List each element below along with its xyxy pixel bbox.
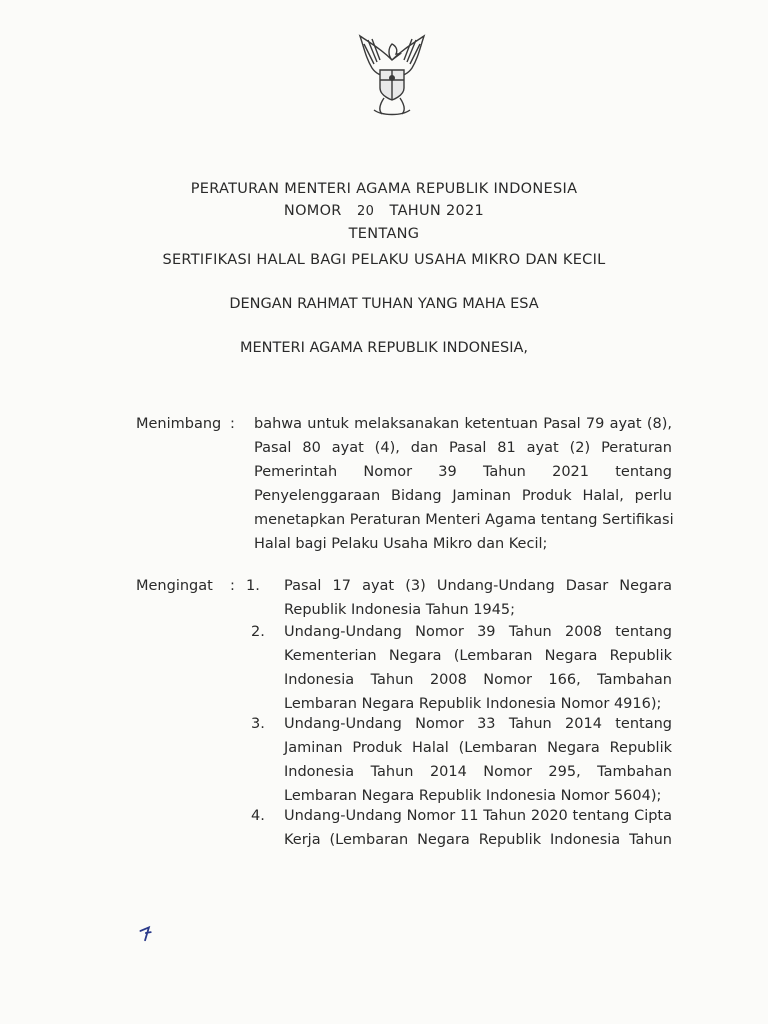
menteri-line: MENTERI AGAMA REPUBLIK INDONESIA, — [239, 340, 529, 356]
mengingat-item-3 — [284, 712, 672, 808]
item-line: Kerja (Lembaran Negara Republik Indonesia Tahun — [284, 832, 672, 848]
tentang-label: TENTANG — [348, 226, 420, 242]
item-line: Republik Indonesia Tahun 1945; — [284, 602, 516, 618]
mengingat-item-4 — [284, 804, 672, 852]
tahun-label: TAHUN 2021 — [389, 203, 485, 219]
item-line: Undang-Undang Nomor 33 Tahun 2014 tentang — [284, 716, 672, 732]
rahmat-line: DENGAN RAHMAT TUHAN YANG MAHA ESA — [229, 296, 539, 312]
item-line: Jaminan Produk Halal (Lembaran Negara Republik — [284, 740, 672, 756]
menimbang-text — [254, 412, 672, 556]
menimbang-line: Pasal 80 ayat (4), dan Pasal 81 ayat (2) Peraturan — [254, 440, 672, 456]
menimbang-line: Penyelenggaraan Bidang Jaminan Produk Halal, perlu — [254, 488, 672, 504]
menimbang-label: Menimbang — [136, 416, 222, 432]
mengingat-item-1 — [284, 574, 672, 622]
mengingat-label: Mengingat — [136, 578, 213, 594]
mengingat-item-2 — [284, 620, 672, 716]
regulation-number — [0, 200, 768, 223]
item-number: 1. — [246, 578, 260, 594]
item-line: Undang-Undang Nomor 11 Tahun 2020 tentang Cipta — [284, 808, 672, 824]
item-line: Lembaran Negara Republik Indonesia Nomor 5604); — [284, 788, 662, 804]
item-line: Undang-Undang Nomor 39 Tahun 2008 tentang — [284, 624, 672, 640]
garuda-emblem — [352, 30, 432, 120]
menimbang-colon: : — [230, 416, 235, 432]
item-number: 2. — [251, 624, 265, 640]
mengingat-colon: : — [230, 578, 235, 594]
menimbang-line: bahwa untuk melaksanakan ketentuan Pasal 79 ayat (8), — [254, 416, 672, 432]
item-line: Lembaran Negara Republik Indonesia Nomor 4916); — [284, 696, 662, 712]
item-number: 4. — [251, 808, 265, 824]
item-line: Indonesia Tahun 2014 Nomor 295, Tambahan — [284, 764, 672, 780]
nomor-label: NOMOR — [283, 203, 342, 219]
nomor-value: 20 — [357, 204, 375, 219]
regulation-title: PERATURAN MENTERI AGAMA REPUBLIK INDONESIA — [190, 181, 578, 197]
paraf-mark — [136, 923, 155, 945]
item-line: Pasal 17 ayat (3) Undang-Undang Dasar Negara — [284, 578, 672, 594]
item-line: Indonesia Tahun 2008 Nomor 166, Tambahan — [284, 672, 672, 688]
item-line: Kementerian Negara (Lembaran Negara Republik — [284, 648, 672, 664]
menimbang-line: menetapkan Peraturan Menteri Agama tentang Sertifikasi — [254, 512, 674, 528]
regulation-subject: SERTIFIKASI HALAL BAGI PELAKU USAHA MIKRO DAN KECIL — [162, 252, 606, 268]
menimbang-line: Pemerintah Nomor 39 Tahun 2021 tentang — [254, 464, 672, 480]
item-number: 3. — [251, 716, 265, 732]
menimbang-line: Halal bagi Pelaku Usaha Mikro dan Kecil; — [254, 536, 548, 552]
